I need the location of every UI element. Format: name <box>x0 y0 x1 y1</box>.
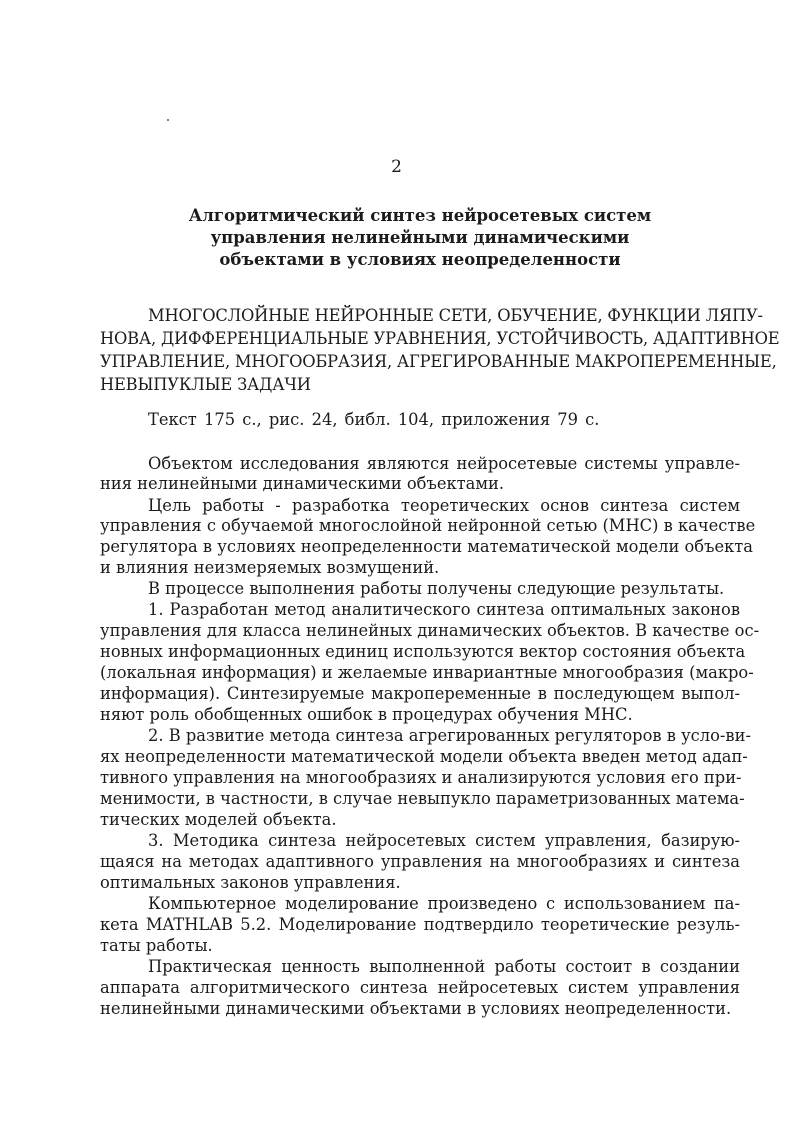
body-line: информация). Синтезируемые макропеременные в последующем выпол- <box>100 684 740 703</box>
body-line: кета MATHLAB 5.2. Моделирование подтвердило теоретические резуль- <box>100 915 740 934</box>
page-number: 2 <box>391 157 402 177</box>
body-line: регулятора в условиях неопределенности математической модели объекта <box>100 537 753 556</box>
body-line: и влияния неизмеряемых возмущений. <box>100 558 440 577</box>
body-line: Компьютерное моделирование произведено с использованием па- <box>148 894 740 913</box>
body-line: (локальная информация) и желаемые инвариантные многообразия (макро- <box>100 663 754 682</box>
body-line: тивного управления на многообразиях и анализируются условия его при- <box>100 768 742 787</box>
body-line: ях неопределенности математической модели объекта введен метод адап- <box>100 747 748 766</box>
keywords-line: МНОГОСЛОЙНЫЕ НЕЙРОННЫЕ СЕТИ, ОБУЧЕНИЕ, ФУНКЦИИ ЛЯПУ- <box>148 306 763 325</box>
document-title <box>100 205 740 271</box>
body-line: аппарата алгоритмического синтеза нейросетевых систем управления <box>100 978 740 997</box>
keywords-line: УПРАВЛЕНИЕ, МНОГООБРАЗИЯ, АГРЕГИРОВАННЫЕ МАКРОПЕРЕМЕННЫЕ, <box>100 352 777 371</box>
keywords-line: НОВА, ДИФФЕРЕНЦИАЛЬНЫЕ УРАВНЕНИЯ, УСТОЙЧИВОСТЬ, АДАПТИВНОЕ <box>100 329 780 348</box>
scan-speck <box>167 119 169 121</box>
body-line: щаяся на методах адаптивного управления на многообразиях и синтеза <box>100 852 740 871</box>
body-line: 2. В развитие метода синтеза агрегированных регуляторов в усло-ви- <box>148 726 751 745</box>
title-line: Алгоритмический синтез нейросетевых систем <box>188 206 652 225</box>
body-line: таты работы. <box>100 936 213 955</box>
body-line: Цель работы - разработка теоретических основ синтеза систем <box>148 496 740 515</box>
body-line: В процессе выполнения работы получены следующие результаты. <box>148 579 725 598</box>
body-line: оптимальных законов управления. <box>100 873 401 892</box>
title-line: объектами в условиях неопределенности <box>219 250 621 269</box>
title-line: управления нелинейными динамическими <box>210 228 630 247</box>
body-line: няют роль обобщенных ошибок в процедурах обучения МНС. <box>100 705 633 724</box>
body-line: ния нелинейными динамическими объектами. <box>100 474 505 493</box>
body-line: менимости, в частности, в случае невыпукло параметризованных матема- <box>100 789 745 808</box>
body-line: управления с обучаемой многослойной нейронной сетью (МНС) в качестве <box>100 516 756 535</box>
body-line: 1. Разработан метод аналитического синтеза оптимальных законов <box>148 600 740 619</box>
body-line: 3. Методика синтеза нейросетевых систем управления, базирую- <box>148 831 740 850</box>
body-line: управления для класса нелинейных динамических объектов. В качестве ос- <box>100 621 760 640</box>
body-line: Объектом исследования являются нейросетевые системы управле- <box>148 454 740 473</box>
body-line: новных информационных единиц используются вектор состояния объекта <box>100 642 746 661</box>
keywords-line: НЕВЫПУКЛЫЕ ЗАДАЧИ <box>100 375 311 394</box>
body-line: Практическая ценность выполненной работы состоит в создании <box>148 957 740 976</box>
report-stats: Текст 175 с., рис. 24, библ. 104, приложения 79 с. <box>148 410 600 429</box>
body-line: нелинейными динамическими объектами в условиях неопределенности. <box>100 999 732 1018</box>
body-line: тических моделей объекта. <box>100 810 337 829</box>
